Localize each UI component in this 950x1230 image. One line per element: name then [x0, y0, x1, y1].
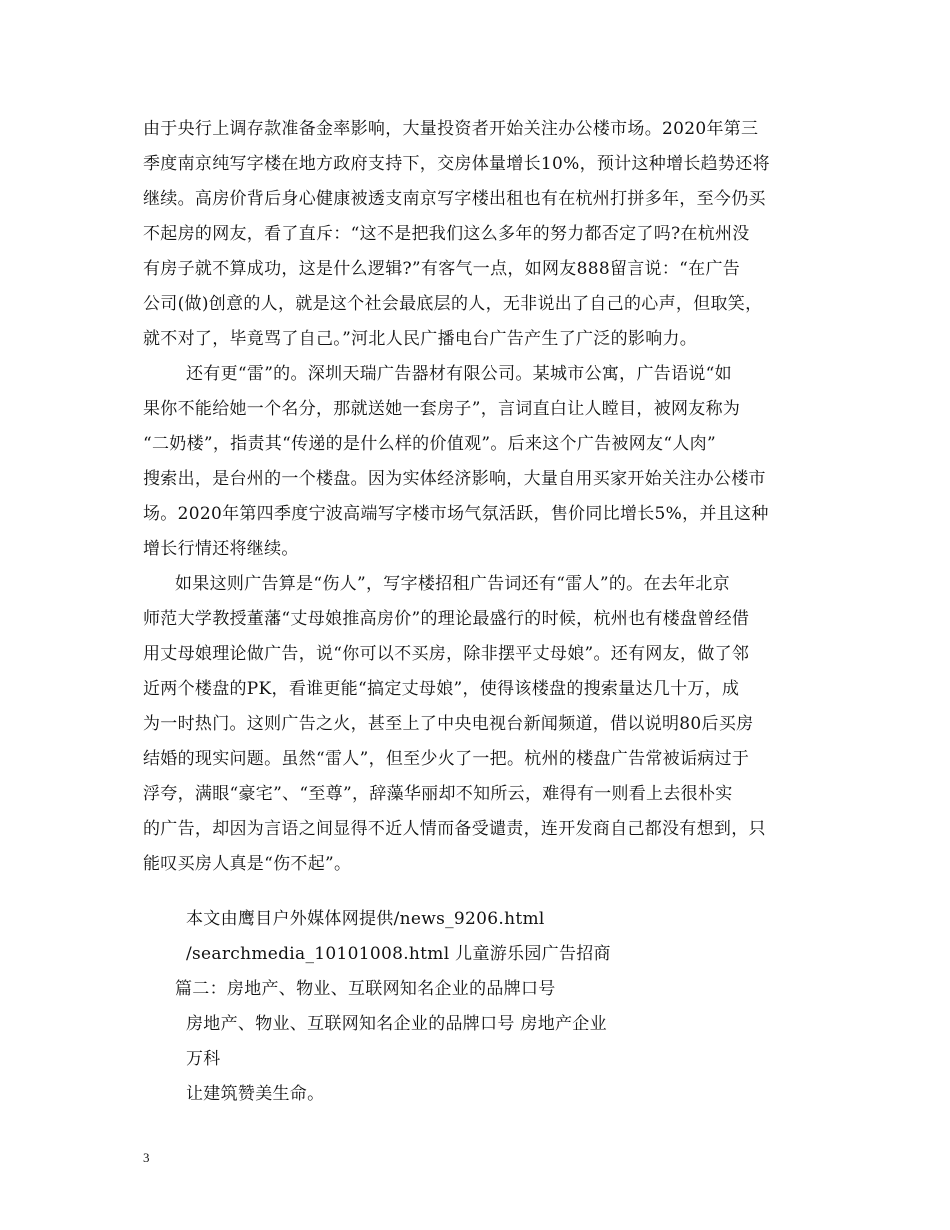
paragraph-line: 搜索出，是台州的一个楼盘。因为实体经济影响，大量自用买家开始关注办公楼市: [143, 469, 766, 489]
paragraph-line: 浮夸，满眼“豪宅”、“至尊”，辞藻华丽却不知所云，难得有一则看上去很朴实: [143, 784, 733, 804]
paragraph-line: 用丈母娘理论做广告，说“你可以不买房，除非摆平丈母娘”。还有网友，做了邻: [143, 644, 750, 664]
paragraph-line: 有房子就不算成功，这是什么逻辑?”有客气一点，如网友888留言说：“在广告: [143, 259, 741, 279]
paragraph-line: 如果这则广告算是“伤人”，写字楼招租广告词还有“雷人”的。在去年北京: [175, 574, 730, 594]
section-subtitle: 房地产、物业、互联网知名企业的品牌口号 房地产企业: [186, 1014, 607, 1034]
company-name: 万科: [186, 1049, 221, 1069]
paragraph-line: 不起房的网友，看了直斥：“这不是把我们这么多年的努力都否定了吗?在杭州没: [143, 224, 750, 244]
paragraph-line: 近两个楼盘的PK，看谁更能“搞定丈母娘”，使得该楼盘的搜索量达几十万，成: [143, 679, 740, 699]
paragraph-line: 还有更“雷”的。深圳天瑞广告器材有限公司。某城市公寓，广告语说“如: [186, 364, 732, 384]
paragraph-line: 增长行情还将继续。: [143, 539, 299, 559]
company-slogan: 让建筑赞美生命。: [186, 1084, 325, 1104]
paragraph-line: 师范大学教授董藩“丈母娘推高房价”的理论最盛行的时候，杭州也有楼盘曾经借: [143, 609, 750, 629]
paragraph-line: “二奶楼”，指责其“传递的是什么样的价值观”。后来这个广告被网友“人肉”: [143, 434, 716, 454]
paragraph-line: 公司(做)创意的人，就是这个社会最底层的人，无非说出了自己的心声，但取笑，: [143, 294, 763, 314]
paragraph-line: 能叹买房人真是“伤不起”。: [143, 854, 352, 874]
paragraph-line: 就不对了，毕竟骂了自己。”河北人民广播电台广告产生了广泛的影响力。: [143, 329, 698, 349]
paragraph-line: 的广告，却因为言语之间显得不近人情而备受谴责，连开发商自己都没有想到，只: [143, 819, 766, 839]
source-line: 本文由鹰目户外媒体网提供/news_9206.html: [186, 909, 545, 929]
section-heading: 篇二：房地产、物业、互联网知名企业的品牌口号: [175, 979, 556, 999]
paragraph-line: 结婚的现实问题。虽然“雷人”，但至少火了一把。杭州的楼盘广告常被诟病过于: [143, 749, 750, 769]
page-number: 3: [143, 1150, 150, 1165]
paragraph-line: 场。2020年第四季度宁波高端写字楼市场气氛活跃，售价同比增长5%，并且这种: [143, 504, 769, 524]
source-line: /searchmedia_10101008.html 儿童游乐园广告招商: [186, 944, 611, 964]
paragraph-line: 季度南京纯写字楼在地方政府支持下，交房体量增长10%，预计这种增长趋势还将: [143, 154, 770, 174]
paragraph-line: 继续。高房价背后身心健康被透支南京写字楼出租也有在杭州打拼多年，至今仍买: [143, 189, 766, 209]
paragraph-line: 由于央行上调存款准备金率影响，大量投资者开始关注办公楼市场。2020年第三: [143, 119, 759, 139]
paragraph-line: 果你不能给她一个名分，那就送她一套房子”，言词直白让人瞠目，被网友称为: [143, 399, 741, 419]
paragraph-line: 为一时热门。这则广告之火，甚至上了中央电视台新闻频道，借以说明80后买房: [143, 714, 754, 734]
